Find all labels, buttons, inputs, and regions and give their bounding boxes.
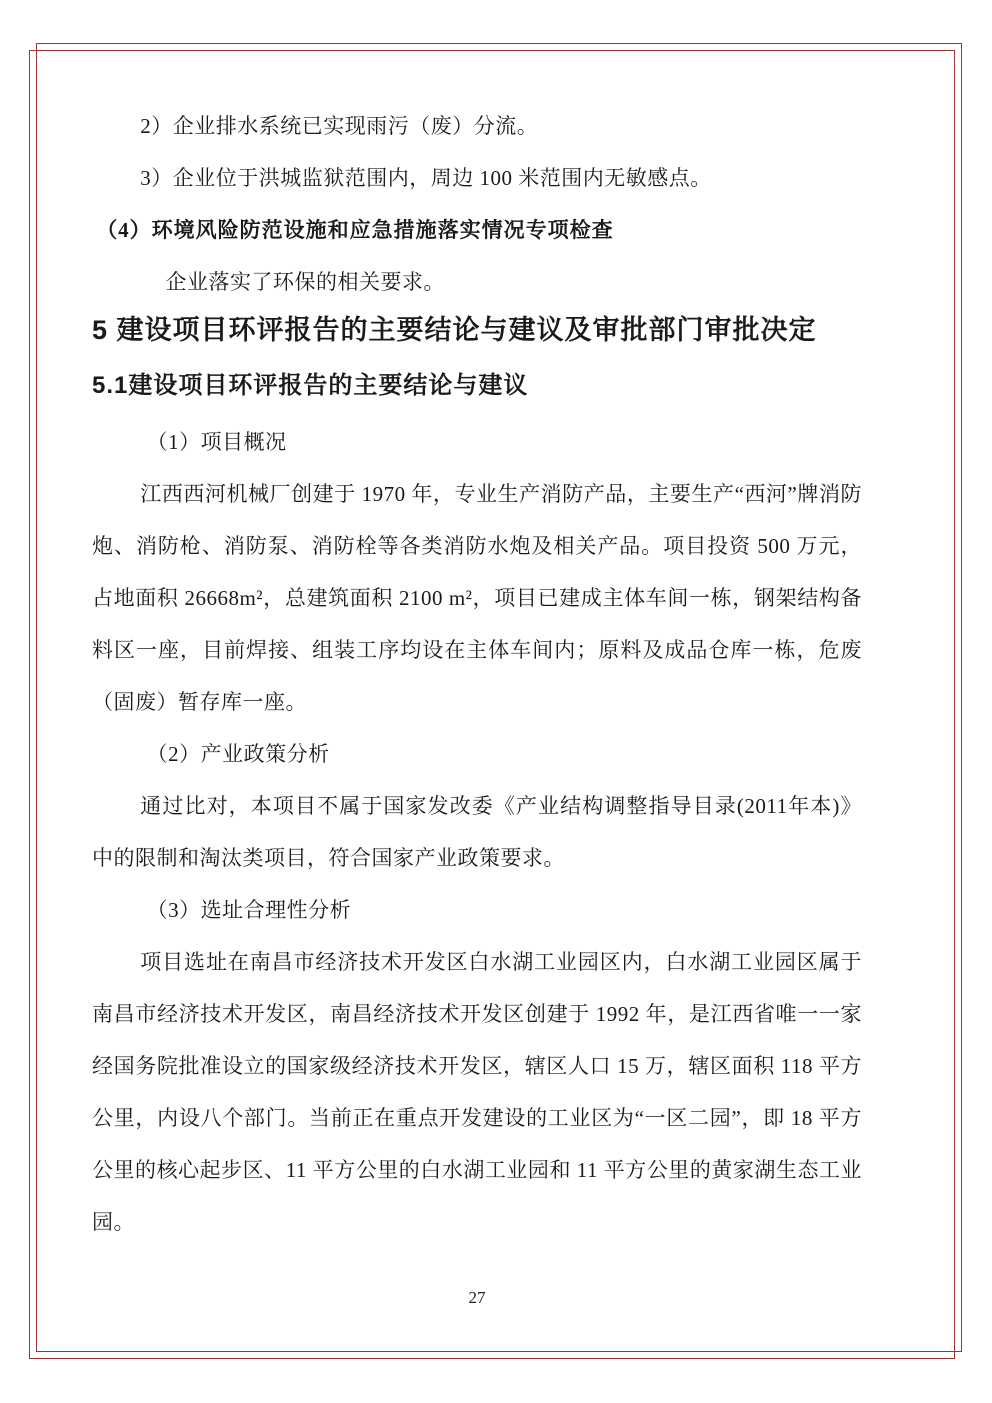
section-4-heading: （4）环境风险防范设施和应急措施落实情况专项检查 [96, 218, 614, 242]
subsection-1-title: （1）项目概况 [146, 430, 287, 454]
subsection-1-paragraph: 江西西河机械厂创建于 1970 年，专业生产消防产品，主要生产“西河”牌消防炮、消防枪、消防泵、消防栓等各类消防水炮及相关产品。项目投资 500 万元，占地面积 26668m²，总建筑面积 2100 m²，项目已建成主体车间一栋，钢架结构备料区一座，目前焊接、组装工序均设在主体车间内；原料及成品仓库一栋，危废（固废）暂存库一座。 [92, 482, 862, 714]
inspection-item-3: 3）企业位于洪城监狱范围内，周边 100 米范围内无敏感点。 [140, 166, 712, 190]
subsection-2-paragraph: 通过比对，本项目不属于国家发改委《产业结构调整指导目录(2011年本)》中的限制和淘汰类项目，符合国家产业政策要求。 [92, 794, 862, 870]
page-content [92, 100, 862, 1248]
subsection-2-title: （2）产业政策分析 [146, 742, 330, 766]
page-number: 27 [468, 1288, 486, 1307]
inspection-item-2: 2）企业排水系统已实现雨污（废）分流。 [140, 114, 539, 138]
subsection-3-paragraph: 项目选址在南昌市经济技术开发区白水湖工业园区内，白水湖工业园区属于南昌市经济技术开发区，南昌经济技术开发区创建于 1992 年，是江西省唯一一家经国务院批准设立的国家级经济技术开发区，辖区人口 15 万，辖区面积 118 平方公里，内设八个部门。当前正在重点开发建设的工业区为“一区二园”，即 18 平方公里的核心起步区、11 平方公里的白水湖工业园和 11 平方公里的黄家湖生态工业园。 [92, 950, 862, 1234]
section-4-body: 企业落实了环保的相关要求。 [165, 270, 445, 294]
chapter-5-heading: 5 建设项目环评报告的主要结论与建议及审批部门审批决定 [92, 315, 817, 345]
section-5-1-heading: 5.1建设项目环评报告的主要结论与建议 [92, 372, 529, 399]
subsection-3-title: （3）选址合理性分析 [146, 898, 352, 922]
